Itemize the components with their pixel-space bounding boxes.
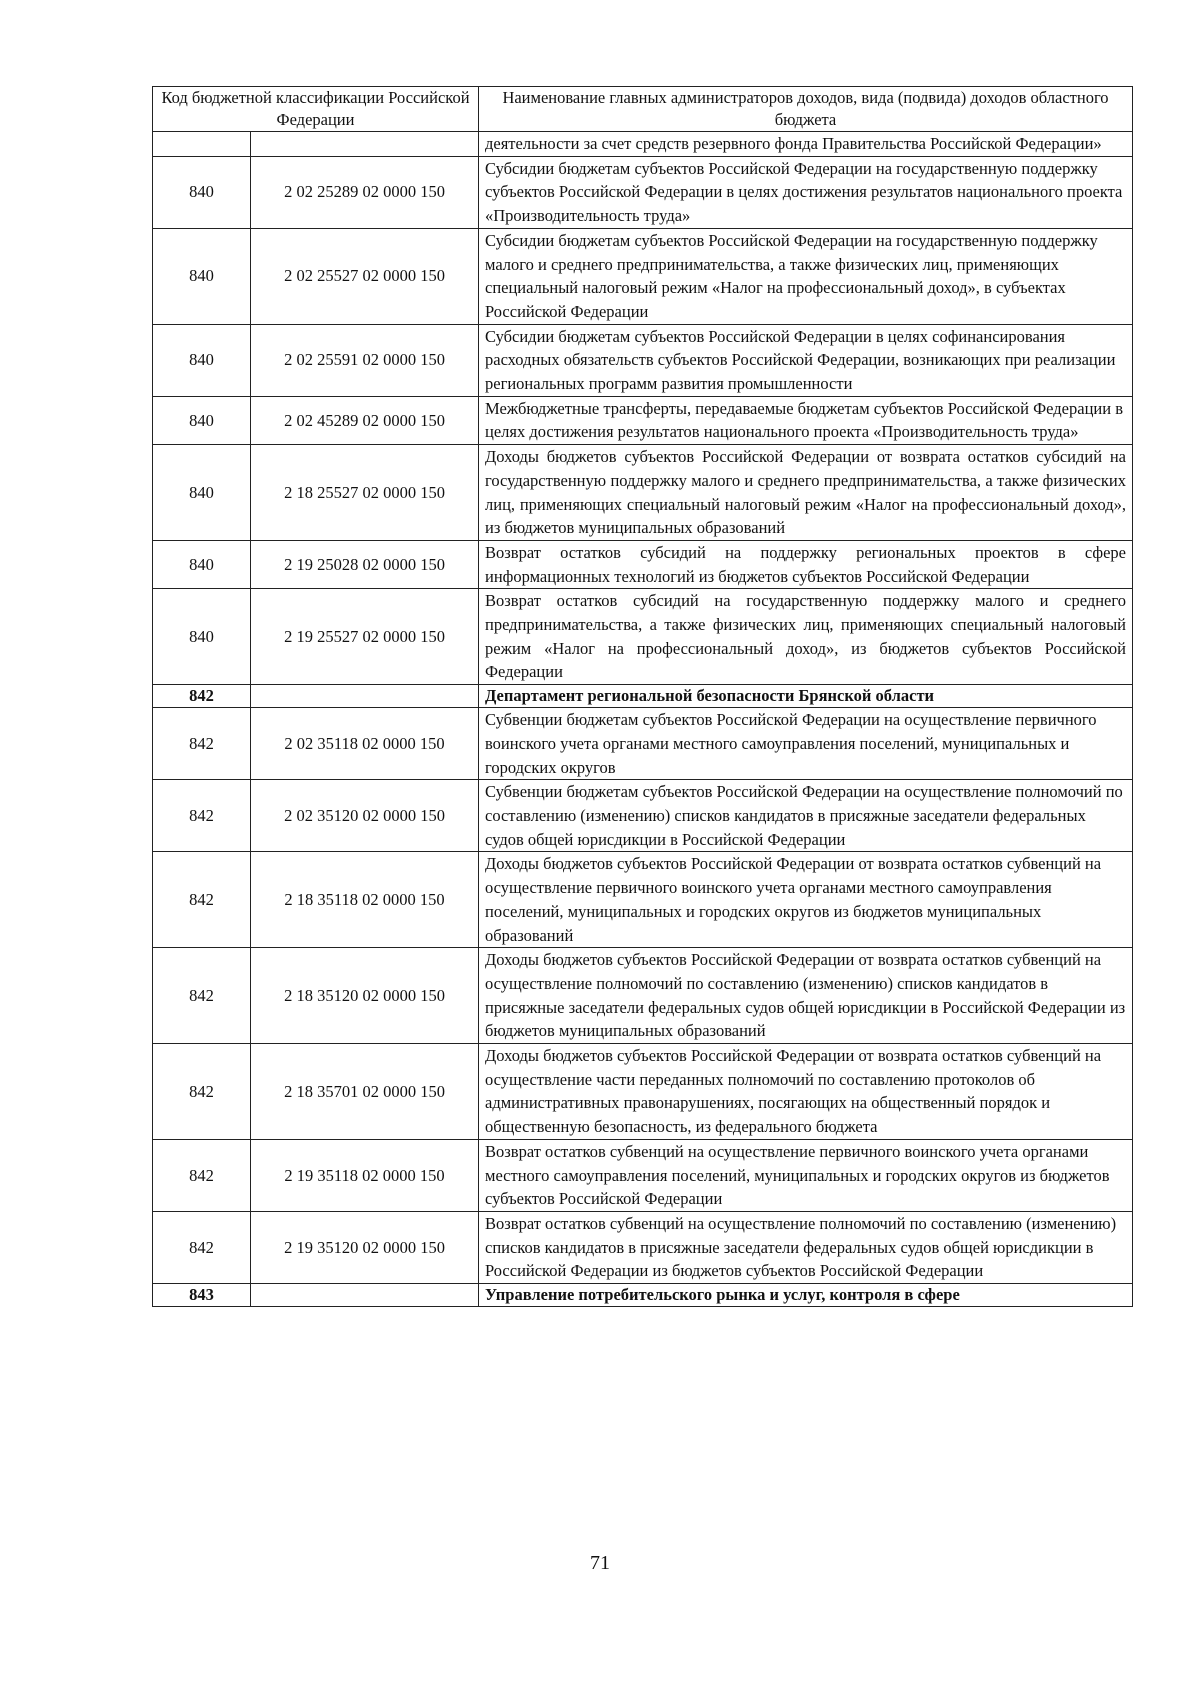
table-row (153, 589, 1133, 685)
table-row (153, 852, 1133, 948)
header-name: Наименование главных администраторов доходов, вида (подвида) доходов областного бюджета (479, 87, 1133, 132)
revenue-name-cell: деятельности за счет средств резервного фонда Правительства Российской Федерации» (479, 132, 1133, 157)
table-header-row (153, 87, 1133, 132)
table-row (153, 780, 1133, 852)
department-row (153, 1284, 1133, 1307)
admin-code-cell: 842 (153, 708, 251, 780)
department-name-cell: Управление потребительского рынка и услуг, контроля в сфере (479, 1284, 1133, 1307)
table-row (153, 708, 1133, 780)
admin-code-cell: 842 (153, 1211, 251, 1283)
revenue-name-cell: Межбюджетные трансферты, передаваемые бюджетам субъектов Российской Федерации в целях достижения результатов национального проекта «Производительность труда» (479, 396, 1133, 444)
table-row (153, 156, 1133, 228)
revenue-name-cell: Доходы бюджетов субъектов Российской Федерации от возврата остатков субсидий на государственную поддержку малого и среднего предпринимательства, а также физических лиц, применяющих специальный налоговый режим «Налог на профессиональный доход», из бюджетов муниципальных образований (479, 445, 1133, 541)
department-name-cell: Департамент региональной безопасности Брянской области (479, 685, 1133, 708)
budget-code-cell: 2 19 35120 02 0000 150 (251, 1211, 479, 1283)
revenue-administrators-table (152, 86, 1133, 1307)
budget-code-cell (251, 1284, 479, 1307)
admin-code-cell: 842 (153, 852, 251, 948)
admin-code-cell: 840 (153, 228, 251, 324)
budget-code-cell: 2 02 45289 02 0000 150 (251, 396, 479, 444)
budget-code-cell: 2 18 35701 02 0000 150 (251, 1044, 479, 1140)
table-row (153, 948, 1133, 1044)
budget-code-cell: 2 18 35120 02 0000 150 (251, 948, 479, 1044)
table-row (153, 1211, 1133, 1283)
header-budget-code: Код бюджетной классификации Российской Федерации (153, 87, 479, 132)
admin-code-cell: 842 (153, 1139, 251, 1211)
revenue-name-cell: Возврат остатков субвенций на осуществление первичного воинского учета органами местного самоуправления поселений, муниципальных и городских округов из бюджетов субъектов Российской Федерации (479, 1139, 1133, 1211)
revenue-name-cell: Субсидии бюджетам субъектов Российской Федерации на государственную поддержку субъектов Российской Федерации в целях достижения результатов национального проекта «Производительность труда» (479, 156, 1133, 228)
admin-code-cell: 842 (153, 1044, 251, 1140)
budget-code-cell (251, 685, 479, 708)
table-row (153, 445, 1133, 541)
admin-code-cell: 842 (153, 948, 251, 1044)
revenue-name-cell: Возврат остатков субвенций на осуществление полномочий по составлению (изменению) списков кандидатов в присяжные заседатели федеральных судов общей юрисдикции в Российской Федерации из бюджетов субъектов Российской Федерации (479, 1211, 1133, 1283)
budget-code-cell: 2 18 25527 02 0000 150 (251, 445, 479, 541)
admin-code-cell: 840 (153, 396, 251, 444)
table-row (153, 1044, 1133, 1140)
revenue-name-cell: Субвенции бюджетам субъектов Российской Федерации на осуществление первичного воинского учета органами местного самоуправления поселений, муниципальных и городских округов (479, 708, 1133, 780)
revenue-name-cell: Доходы бюджетов субъектов Российской Федерации от возврата остатков субвенций на осуществление полномочий по составлению (изменению) списков кандидатов в присяжные заседатели федеральных судов общей юрисдикции в Российской Федерации из бюджетов муниципальных образований (479, 948, 1133, 1044)
budget-code-cell: 2 02 25289 02 0000 150 (251, 156, 479, 228)
admin-code-cell: 840 (153, 589, 251, 685)
budget-code-cell: 2 02 35120 02 0000 150 (251, 780, 479, 852)
table-row (153, 540, 1133, 588)
table-row (153, 228, 1133, 324)
budget-code-cell: 2 02 25591 02 0000 150 (251, 324, 479, 396)
admin-code-cell: 840 (153, 324, 251, 396)
admin-code-cell: 842 (153, 685, 251, 708)
revenue-name-cell: Субсидии бюджетам субъектов Российской Федерации в целях софинансирования расходных обязательств субъектов Российской Федерации, возникающих при реализации региональных программ развития промышленности (479, 324, 1133, 396)
revenue-name-cell: Доходы бюджетов субъектов Российской Федерации от возврата остатков субвенций на осуществление первичного воинского учета органами местного самоуправления поселений, муниципальных и городских округов из бюджетов муниципальных образований (479, 852, 1133, 948)
budget-code-cell: 2 19 25028 02 0000 150 (251, 540, 479, 588)
table-row (153, 132, 1133, 157)
budget-code-cell: 2 18 35118 02 0000 150 (251, 852, 479, 948)
budget-code-cell: 2 02 35118 02 0000 150 (251, 708, 479, 780)
department-row (153, 685, 1133, 708)
budget-code-cell (251, 132, 479, 157)
budget-code-cell: 2 02 25527 02 0000 150 (251, 228, 479, 324)
table-row (153, 396, 1133, 444)
admin-code-cell: 840 (153, 156, 251, 228)
admin-code-cell: 840 (153, 445, 251, 541)
revenue-name-cell: Доходы бюджетов субъектов Российской Федерации от возврата остатков субвенций на осуществление части переданных полномочий по составлению протоколов об административных правонарушениях, посягающих на общественный порядок и общественную безопасность, из федерального бюджета (479, 1044, 1133, 1140)
revenue-name-cell: Субвенции бюджетам субъектов Российской Федерации на осуществление полномочий по составлению (изменению) списков кандидатов в присяжные заседатели федеральных судов общей юрисдикции в Российской Федерации (479, 780, 1133, 852)
admin-code-cell: 842 (153, 780, 251, 852)
budget-code-cell: 2 19 35118 02 0000 150 (251, 1139, 479, 1211)
revenue-name-cell: Субсидии бюджетам субъектов Российской Федерации на государственную поддержку малого и среднего предпринимательства, а также физических лиц, применяющих специальный налоговый режим «Налог на профессиональный доход», в субъектах Российской Федерации (479, 228, 1133, 324)
page-number: 71 (590, 1552, 610, 1574)
admin-code-cell (153, 132, 251, 157)
table-row (153, 1139, 1133, 1211)
revenue-name-cell: Возврат остатков субсидий на поддержку региональных проектов в сфере информационных технологий из бюджетов субъектов Российской Федерации (479, 540, 1133, 588)
admin-code-cell: 843 (153, 1284, 251, 1307)
admin-code-cell: 840 (153, 540, 251, 588)
budget-code-cell: 2 19 25527 02 0000 150 (251, 589, 479, 685)
table-row (153, 324, 1133, 396)
revenue-name-cell: Возврат остатков субсидий на государственную поддержку малого и среднего предпринимательства, а также физических лиц, применяющих специальный налоговый режим «Налог на профессиональный доход», из бюджетов субъектов Российской Федерации (479, 589, 1133, 685)
